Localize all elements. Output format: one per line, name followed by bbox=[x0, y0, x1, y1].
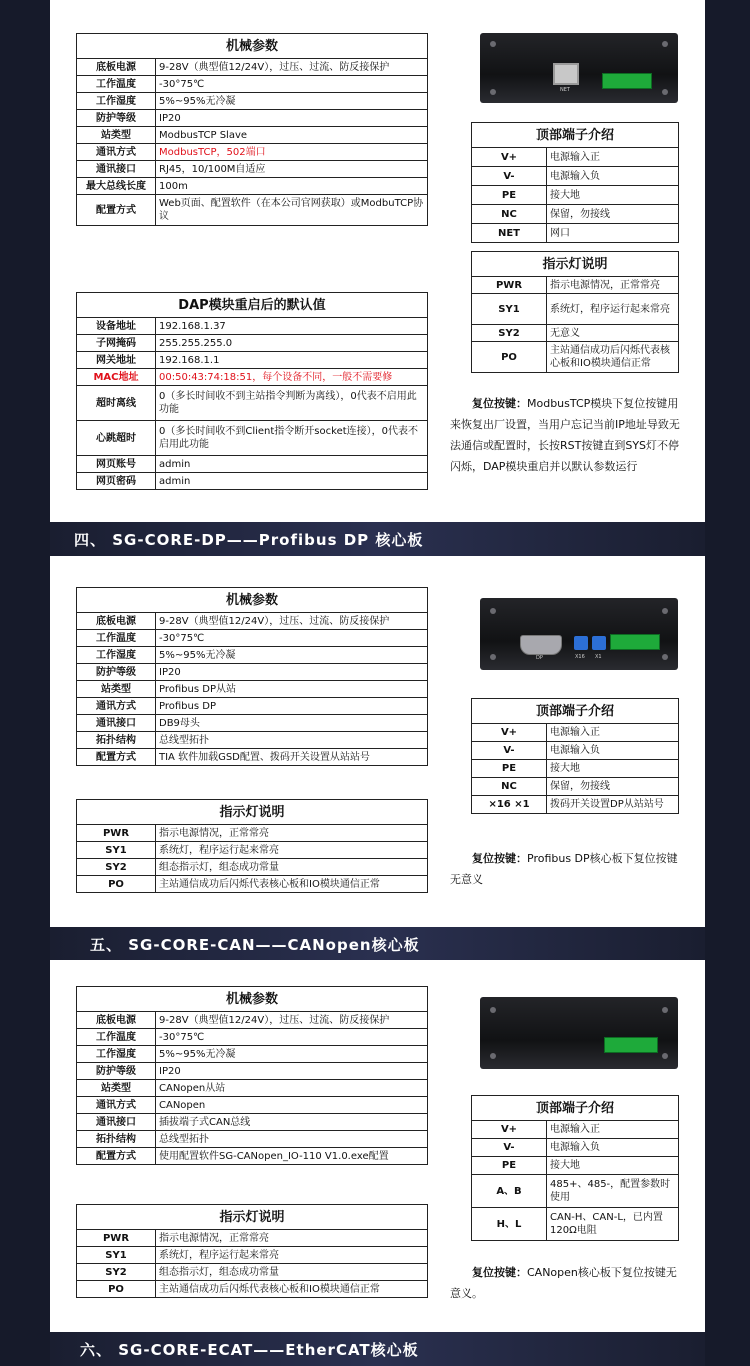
param-value: RJ45，10/100M自适应 bbox=[156, 161, 428, 178]
param-key: 底板电源 bbox=[77, 1012, 156, 1029]
screw-icon bbox=[490, 1007, 496, 1013]
param-key: 底板电源 bbox=[77, 59, 156, 76]
param-value: IP20 bbox=[156, 664, 428, 681]
param-value: -30°75℃ bbox=[156, 76, 428, 93]
screw-icon bbox=[490, 89, 496, 95]
port-label: DP bbox=[536, 655, 543, 661]
param-key: 防护等级 bbox=[77, 1063, 156, 1080]
param-value: 总线型拓扑 bbox=[156, 732, 428, 749]
param-value: 255.255.255.0 bbox=[156, 335, 428, 352]
param-key: 工作湿度 bbox=[77, 1046, 156, 1063]
param-value: 100m bbox=[156, 178, 428, 195]
indicator-table-1 bbox=[471, 251, 679, 373]
terminal-value: 电源输入负 bbox=[547, 742, 679, 760]
terminal-key: PE bbox=[472, 1157, 547, 1175]
param-key: 拓扑结构 bbox=[77, 1131, 156, 1148]
param-key: 网关地址 bbox=[77, 352, 156, 369]
param-value: ModbusTCP Slave bbox=[156, 127, 428, 144]
led-key: SY2 bbox=[77, 1264, 156, 1281]
led-value: 系统灯，程序运行起来常亮 bbox=[156, 842, 428, 859]
section-title: 五、 SG-CORE-CAN——CANopen核心板 bbox=[90, 935, 420, 954]
terminal-key: A、B bbox=[472, 1175, 547, 1208]
param-key: 子网掩码 bbox=[77, 335, 156, 352]
table-title: 顶部端子介绍 bbox=[472, 1096, 679, 1121]
terminal-value: 接大地 bbox=[547, 760, 679, 778]
param-value: -30°75℃ bbox=[156, 1029, 428, 1046]
led-key: SY2 bbox=[77, 859, 156, 876]
terminal-value: CAN-H、CAN-L，已内置120Ω电阻 bbox=[547, 1208, 679, 1241]
param-key-highlight: MAC地址 bbox=[77, 369, 156, 386]
table-title: 机械参数 bbox=[77, 34, 428, 59]
param-value: 192.168.1.37 bbox=[156, 318, 428, 335]
screw-icon bbox=[490, 654, 496, 660]
terminal-value: 电源输入负 bbox=[547, 1139, 679, 1157]
param-value: 总线型拓扑 bbox=[156, 1131, 428, 1148]
rj45-port-icon bbox=[553, 63, 579, 85]
rotary-switch-icon bbox=[574, 636, 588, 650]
reset-text: Profibus DP核心板下复位按键无意义 bbox=[450, 852, 678, 886]
led-value: 组态指示灯，组态成功常量 bbox=[156, 859, 428, 876]
param-value: Profibus DP从站 bbox=[156, 681, 428, 698]
param-key: 防护等级 bbox=[77, 664, 156, 681]
terminal-key: V- bbox=[472, 167, 547, 186]
led-key: SY2 bbox=[472, 325, 547, 342]
screw-icon bbox=[662, 89, 668, 95]
param-key: 心跳超时 bbox=[77, 421, 156, 456]
param-value: 0（多长时间收不到主站指令判断为离线），0代表不启用此功能 bbox=[156, 386, 428, 421]
reset-note-3 bbox=[450, 1262, 686, 1304]
param-value: admin bbox=[156, 473, 428, 490]
terminal-value: 接大地 bbox=[547, 186, 679, 205]
terminal-key: NC bbox=[472, 205, 547, 224]
reset-text: ModbusTCP模块下复位按键用来恢复出厂设置，当用户忘记当前IP地址导致无法通信或配置时，长按RST按键直到SYS灯不停闪烁，DAP模块重启并以默认参数运行 bbox=[450, 397, 680, 473]
mech-params-table-2 bbox=[76, 587, 428, 766]
device-photo-modbustcp bbox=[480, 33, 678, 103]
mech-params-table-1 bbox=[76, 33, 428, 226]
led-key: SY1 bbox=[77, 842, 156, 859]
terminal-block-icon bbox=[602, 73, 652, 89]
led-value: 系统灯，程序运行起来常亮 bbox=[547, 294, 679, 325]
param-key: 通讯方式 bbox=[77, 1097, 156, 1114]
param-value: admin bbox=[156, 456, 428, 473]
param-key: 工作温度 bbox=[77, 76, 156, 93]
param-key: 网页账号 bbox=[77, 456, 156, 473]
param-value: 9-28V（典型值12/24V），过压、过流、防反接保护 bbox=[156, 1012, 428, 1029]
led-key: PWR bbox=[77, 1230, 156, 1247]
table-title: DAP模块重启后的默认值 bbox=[77, 293, 428, 318]
param-value: CANopen从站 bbox=[156, 1080, 428, 1097]
led-value: 主站通信成功后闪烁代表核心板和IO模块通信正常 bbox=[547, 342, 679, 373]
led-value: 指示电源情况，正常常亮 bbox=[156, 1230, 428, 1247]
terminal-value: 保留，勿接线 bbox=[547, 205, 679, 224]
param-value: -30°75℃ bbox=[156, 630, 428, 647]
led-value: 主站通信成功后闪烁代表核心板和IO模块通信正常 bbox=[156, 876, 428, 893]
param-key: 工作温度 bbox=[77, 1029, 156, 1046]
param-value: 5%~95%无冷凝 bbox=[156, 1046, 428, 1063]
terminal-key: H、L bbox=[472, 1208, 547, 1241]
terminal-key: V- bbox=[472, 742, 547, 760]
param-key: 超时离线 bbox=[77, 386, 156, 421]
param-key: 站类型 bbox=[77, 1080, 156, 1097]
param-key: 工作温度 bbox=[77, 630, 156, 647]
led-value: 主站通信成功后闪烁代表核心板和IO模块通信正常 bbox=[156, 1281, 428, 1298]
param-value: CANopen bbox=[156, 1097, 428, 1114]
param-key: 通讯接口 bbox=[77, 715, 156, 732]
param-key: 底板电源 bbox=[77, 613, 156, 630]
param-value: 9-28V（典型值12/24V），过压、过流、防反接保护 bbox=[156, 613, 428, 630]
table-title: 指示灯说明 bbox=[472, 252, 679, 277]
section-title: 六、 SG-CORE-ECAT——EtherCAT核心板 bbox=[80, 1340, 419, 1359]
dap-defaults-table bbox=[76, 292, 428, 490]
terminal-value: 电源输入正 bbox=[547, 148, 679, 167]
reset-label: 复位按键： bbox=[472, 1266, 527, 1279]
device-photo-profibus bbox=[480, 598, 678, 670]
led-key: PO bbox=[77, 1281, 156, 1298]
param-value-highlight: 00:50:43:74:18:51，每个设备不同，一般不需要修 bbox=[156, 369, 428, 386]
param-value: DB9母头 bbox=[156, 715, 428, 732]
terminal-value: 保留，勿接线 bbox=[547, 778, 679, 796]
reset-note-1 bbox=[450, 393, 686, 477]
param-key: 通讯方式 bbox=[77, 698, 156, 715]
led-key: PO bbox=[77, 876, 156, 893]
screw-icon bbox=[490, 41, 496, 47]
terminal-key: V+ bbox=[472, 724, 547, 742]
section-header-dp bbox=[50, 522, 705, 556]
param-value-highlight: ModbusTCP，502端口 bbox=[156, 144, 428, 161]
terminal-key: PE bbox=[472, 760, 547, 778]
led-value: 指示电源情况，正常常亮 bbox=[547, 277, 679, 294]
screw-icon bbox=[662, 654, 668, 660]
param-value: TIA 软件加载GSD配置、拨码开关设置从站站号 bbox=[156, 749, 428, 766]
led-value: 无意义 bbox=[547, 325, 679, 342]
terminal-value: 接大地 bbox=[547, 1157, 679, 1175]
led-value: 系统灯，程序运行起来常亮 bbox=[156, 1247, 428, 1264]
reset-label: 复位按键： bbox=[472, 852, 527, 865]
param-key: 通讯方式 bbox=[77, 144, 156, 161]
param-value: Web页面、配置软件（在本公司官网获取）或ModbuTCP协议 bbox=[156, 195, 428, 226]
screw-icon bbox=[490, 1053, 496, 1059]
param-key: 工作湿度 bbox=[77, 93, 156, 110]
param-key: 防护等级 bbox=[77, 110, 156, 127]
terminal-value: 485+、485-，配置参数时使用 bbox=[547, 1175, 679, 1208]
terminal-key: NET bbox=[472, 224, 547, 243]
led-value: 组态指示灯，组态成功常量 bbox=[156, 1264, 428, 1281]
terminal-key: ×16 ×1 bbox=[472, 796, 547, 814]
param-value: 5%~95%无冷凝 bbox=[156, 647, 428, 664]
top-terminal-table-2 bbox=[471, 698, 679, 814]
port-label: NET bbox=[560, 87, 570, 93]
table-title: 机械参数 bbox=[77, 588, 428, 613]
param-key: 站类型 bbox=[77, 127, 156, 144]
switch-label: X16 bbox=[575, 654, 585, 660]
param-key: 通讯接口 bbox=[77, 1114, 156, 1131]
table-title: 机械参数 bbox=[77, 987, 428, 1012]
screw-icon bbox=[662, 1053, 668, 1059]
led-value: 指示电源情况，正常常亮 bbox=[156, 825, 428, 842]
param-value: 9-28V（典型值12/24V），过压、过流、防反接保护 bbox=[156, 59, 428, 76]
terminal-value: 电源输入负 bbox=[547, 167, 679, 186]
terminal-key: V+ bbox=[472, 1121, 547, 1139]
screw-icon bbox=[662, 1007, 668, 1013]
param-key: 配置方式 bbox=[77, 749, 156, 766]
screw-icon bbox=[662, 41, 668, 47]
led-key: PWR bbox=[77, 825, 156, 842]
terminal-key: PE bbox=[472, 186, 547, 205]
param-value: IP20 bbox=[156, 1063, 428, 1080]
led-key: SY1 bbox=[472, 294, 547, 325]
terminal-key: V- bbox=[472, 1139, 547, 1157]
terminal-block-icon bbox=[604, 1037, 658, 1053]
param-value: 使用配置软件SG-CANopen_IO-110 V1.0.exe配置 bbox=[156, 1148, 428, 1165]
reset-text: CANopen核心板下复位按键无意义。 bbox=[450, 1266, 677, 1300]
device-photo-canopen bbox=[480, 997, 678, 1069]
param-value: 0（多长时间收不到Client指令断开socket连接），0代表不启用此功能 bbox=[156, 421, 428, 456]
param-key: 配置方式 bbox=[77, 1148, 156, 1165]
led-key: PO bbox=[472, 342, 547, 373]
reset-label: 复位按键： bbox=[472, 397, 527, 410]
section-title: 四、 SG-CORE-DP——Profibus DP 核心板 bbox=[74, 530, 424, 549]
param-value: 192.168.1.1 bbox=[156, 352, 428, 369]
section-header-can bbox=[50, 927, 705, 961]
terminal-value: 电源输入正 bbox=[547, 1121, 679, 1139]
param-key: 最大总线长度 bbox=[77, 178, 156, 195]
indicator-table-2 bbox=[76, 799, 428, 893]
table-title: 指示灯说明 bbox=[77, 1205, 428, 1230]
mech-params-table-3 bbox=[76, 986, 428, 1165]
indicator-table-3 bbox=[76, 1204, 428, 1298]
param-key: 拓扑结构 bbox=[77, 732, 156, 749]
terminal-key: NC bbox=[472, 778, 547, 796]
param-value: IP20 bbox=[156, 110, 428, 127]
table-title: 顶部端子介绍 bbox=[472, 123, 679, 148]
param-key: 工作湿度 bbox=[77, 647, 156, 664]
screw-icon bbox=[490, 608, 496, 614]
top-terminal-table-1 bbox=[471, 122, 679, 243]
param-key: 网页密码 bbox=[77, 473, 156, 490]
rotary-switch-icon bbox=[592, 636, 606, 650]
section-header-ecat bbox=[50, 1332, 705, 1366]
param-key: 站类型 bbox=[77, 681, 156, 698]
terminal-value: 电源输入正 bbox=[547, 724, 679, 742]
db9-port-icon bbox=[520, 635, 562, 655]
param-value: Profibus DP bbox=[156, 698, 428, 715]
table-title: 指示灯说明 bbox=[77, 800, 428, 825]
top-terminal-table-3 bbox=[471, 1095, 679, 1241]
screw-icon bbox=[662, 608, 668, 614]
led-key: PWR bbox=[472, 277, 547, 294]
table-title: 顶部端子介绍 bbox=[472, 699, 679, 724]
reset-note-2 bbox=[450, 848, 686, 890]
param-value: 5%~95%无冷凝 bbox=[156, 93, 428, 110]
led-key: SY1 bbox=[77, 1247, 156, 1264]
param-key: 设备地址 bbox=[77, 318, 156, 335]
switch-label: X1 bbox=[595, 654, 602, 660]
terminal-block-icon bbox=[610, 634, 660, 650]
terminal-key: V+ bbox=[472, 148, 547, 167]
param-key: 配置方式 bbox=[77, 195, 156, 226]
terminal-value: 拨码开关设置DP从站站号 bbox=[547, 796, 679, 814]
param-value: 插拔端子式CAN总线 bbox=[156, 1114, 428, 1131]
param-key: 通讯接口 bbox=[77, 161, 156, 178]
terminal-value: 网口 bbox=[547, 224, 679, 243]
